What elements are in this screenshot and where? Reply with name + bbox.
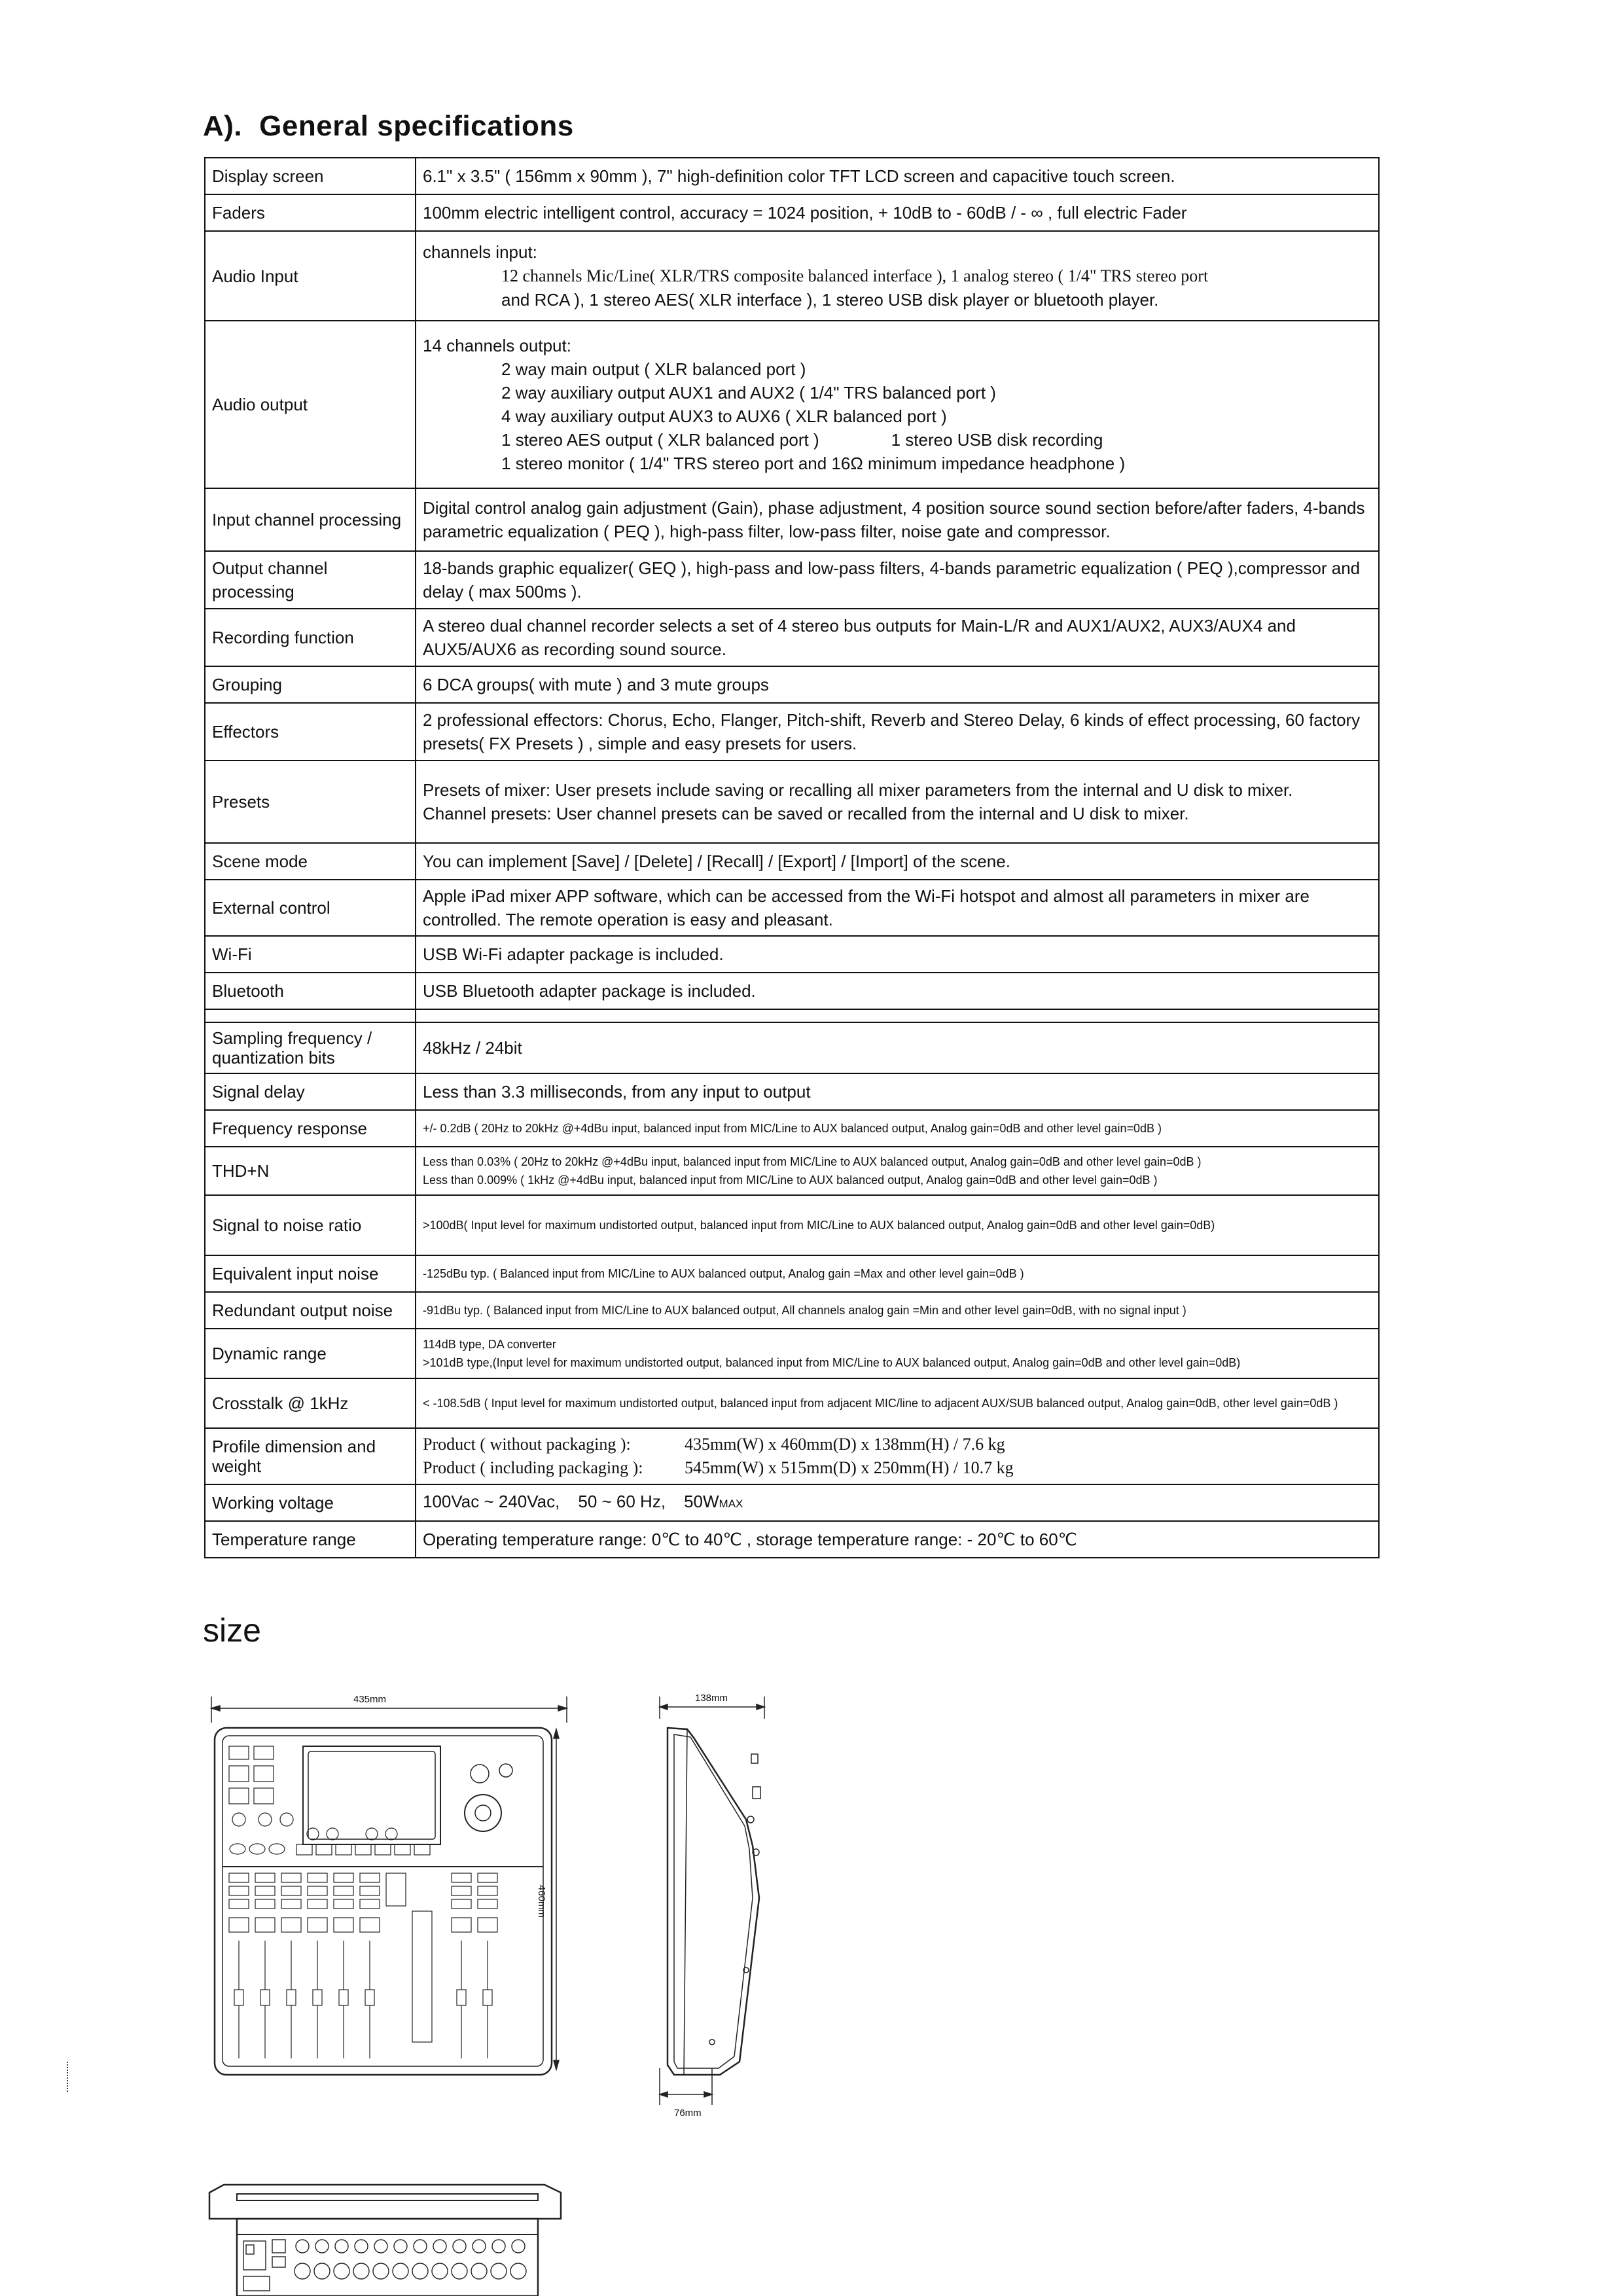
table-row xyxy=(205,973,1379,1009)
spec-value: Less than 3.3 milliseconds, from any input to output xyxy=(416,1073,1379,1110)
spec-value: < -108.5dB ( Input level for maximum undistorted output, balanced input from adjacent MIC/line to adjacent AUX/SUB balanced output, Analog gain=0dB, other level gain=0dB ) xyxy=(416,1378,1379,1428)
spec-line: 4 way auxiliary output AUX3 to AUX6 ( XLR balanced port ) xyxy=(501,406,947,426)
table-row xyxy=(205,666,1379,703)
table-row xyxy=(205,1378,1379,1428)
spec-label: Display screen xyxy=(205,158,416,194)
spec-line-text: Product ( including packaging ): xyxy=(423,1458,643,1477)
spec-value: USB Bluetooth adapter package is included. xyxy=(416,973,1379,1009)
table-row xyxy=(205,1428,1379,1484)
width-dimension-label: 435mm xyxy=(353,1694,387,1705)
spec-value: 6 DCA groups( with mute ) and 3 mute groups xyxy=(416,666,1379,703)
table-row xyxy=(205,1255,1379,1292)
spec-label: Effectors xyxy=(205,703,416,761)
spec-line xyxy=(423,1456,1372,1480)
spec-label: Output channel processing xyxy=(205,551,416,609)
spec-value xyxy=(416,321,1379,488)
spec-label: Wi-Fi xyxy=(205,936,416,973)
spec-line-text: 50W xyxy=(684,1492,719,1511)
spec-line: 2 way auxiliary output AUX1 and AUX2 ( 1/4" TRS balanced port ) xyxy=(501,383,996,403)
spec-line: Less than 0.03% ( 20Hz to 20kHz @+4dBu input, balanced input from MIC/Line to AUX balanced output, Analog gain=0dB and other level gain=0dB ) xyxy=(423,1155,1202,1168)
spec-line: and RCA ), 1 stereo AES( XLR interface ), 1 stereo USB disk player or bluetooth player. xyxy=(501,290,1159,310)
table-row xyxy=(205,761,1379,843)
spec-label: Bluetooth xyxy=(205,973,416,1009)
spec-line: Channel presets: User channel presets can be saved or recalled from the internal and U disk to mixer. xyxy=(423,804,1189,823)
section-title: General specifications xyxy=(259,110,574,142)
spec-value: USB Wi-Fi adapter package is included. xyxy=(416,936,1379,973)
spec-line-text: 545mm(W) x 515mm(D) x 250mm(H) / 10.7 kg xyxy=(685,1458,1014,1477)
spec-line-text: 50 ~ 60 Hz, xyxy=(578,1492,666,1511)
spec-line: 2 way main output ( XLR balanced port ) xyxy=(501,359,806,379)
spec-line: channels input: xyxy=(423,242,537,262)
spec-line-text: Product ( without packaging ): xyxy=(423,1435,631,1454)
spec-label: Profile dimension and weight xyxy=(205,1428,416,1484)
spec-value xyxy=(416,1147,1379,1195)
table-row xyxy=(205,1022,1379,1073)
spec-value: -91dBu typ. ( Balanced input from MIC/Line to AUX balanced output, All channels analog gain =Min and other level gain=0dB, with no signal input ) xyxy=(416,1292,1379,1329)
spec-label: Grouping xyxy=(205,666,416,703)
table-row xyxy=(205,1147,1379,1195)
spec-label: Dynamic range xyxy=(205,1329,416,1378)
spec-label: Working voltage xyxy=(205,1484,416,1521)
table-row xyxy=(205,843,1379,880)
table-row xyxy=(205,1073,1379,1110)
spec-line: 114dB type, DA converter xyxy=(423,1338,556,1351)
spec-label: Sampling frequency / quantization bits xyxy=(205,1022,416,1073)
table-row xyxy=(205,1110,1379,1147)
spec-value: +/- 0.2dB ( 20Hz to 20kHz @+4dBu input, balanced input from MIC/Line to AUX balanced output, Analog gain=0dB and other level gain=0dB ) xyxy=(416,1110,1379,1147)
table-spacer-row xyxy=(205,1009,1379,1022)
spec-label: Signal to noise ratio xyxy=(205,1195,416,1255)
rear-view-drawing xyxy=(204,2179,571,2296)
spec-table xyxy=(204,157,1380,1558)
section-number: A). xyxy=(203,110,243,142)
spec-value xyxy=(416,1428,1379,1484)
spec-label: Recording function xyxy=(205,609,416,666)
spec-line: 1 stereo monitor ( 1/4" TRS stereo port and 16Ω minimum impedance headphone ) xyxy=(501,454,1126,473)
top-view-drawing xyxy=(208,1689,575,2108)
depth-dimension-label: 460mm xyxy=(536,1885,547,1918)
spec-label: Crosstalk @ 1kHz xyxy=(205,1378,416,1428)
spec-label: Equivalent input noise xyxy=(205,1255,416,1292)
table-row xyxy=(205,321,1379,488)
spec-value: -125dBu typ. ( Balanced input from MIC/Line to AUX balanced output, Analog gain =Max and other level gain=0dB ) xyxy=(416,1255,1379,1292)
spec-value: 18-bands graphic equalizer( GEQ ), high-pass and low-pass filters, 4-bands parametric equalization ( PEQ ),compressor and delay ( max 500ms ). xyxy=(416,551,1379,609)
spec-value: You can implement [Save] / [Delete] / [Recall] / [Export] / [Import] of the scene. xyxy=(416,843,1379,880)
spec-line: 14 channels output: xyxy=(423,336,571,355)
table-row xyxy=(205,936,1379,973)
spec-line xyxy=(423,264,1372,288)
table-row xyxy=(205,703,1379,761)
spec-label: Input channel processing xyxy=(205,488,416,551)
spec-label: Audio output xyxy=(205,321,416,488)
spec-label: Temperature range xyxy=(205,1521,416,1558)
spec-label: Presets xyxy=(205,761,416,843)
spec-value xyxy=(416,231,1379,321)
table-row xyxy=(205,1521,1379,1558)
spec-line: Presets of mixer: User presets include saving or recalling all mixer parameters from the internal and U disk to mixer. xyxy=(423,780,1293,800)
spec-value xyxy=(416,1484,1379,1521)
spec-value: 6.1" x 3.5" ( 156mm x 90mm ), 7" high-definition color TFT LCD screen and capacitive touch screen. xyxy=(416,158,1379,194)
table-row xyxy=(205,551,1379,609)
spec-value: Apple iPad mixer APP software, which can be accessed from the Wi-Fi hotspot and almost all parameters in mixer are controlled. The remote operation is easy and pleasant. xyxy=(416,880,1379,936)
spec-value: 48kHz / 24bit xyxy=(416,1022,1379,1073)
spec-line-text: 435mm(W) x 460mm(D) x 138mm(H) / 7.6 kg xyxy=(685,1435,1005,1454)
table-row xyxy=(205,1329,1379,1378)
table-row xyxy=(205,609,1379,666)
spec-label: Frequency response xyxy=(205,1110,416,1147)
margin-dots xyxy=(67,2062,70,2092)
spec-line: >101dB type,(Input level for maximum undistorted output, balanced input from MIC/Line to AUX balanced output, Analog gain=0dB and other level gain=0dB) xyxy=(423,1356,1241,1369)
size-heading: size xyxy=(203,1612,261,1649)
spec-line-text: 1 stereo AES output ( XLR balanced port ) xyxy=(501,430,819,450)
spec-value: 2 professional effectors: Chorus, Echo, Flanger, Pitch-shift, Reverb and Stereo Delay, 6 kinds of effect processing, 60 factory presets( FX Presets ) , simple and easy presets for users. xyxy=(416,703,1379,761)
spec-label: THD+N xyxy=(205,1147,416,1195)
spacer-cell xyxy=(205,1009,416,1022)
spec-line xyxy=(423,428,1372,452)
table-row xyxy=(205,158,1379,194)
spec-value xyxy=(416,1329,1379,1378)
depth-dimension-line xyxy=(544,1725,571,2079)
table-row xyxy=(205,1484,1379,1521)
spec-label: Audio Input xyxy=(205,231,416,321)
spec-value: Operating temperature range: 0℃ to 40℃ , storage temperature range: - 20℃ to 60℃ xyxy=(416,1521,1379,1558)
spec-line xyxy=(423,1433,1372,1456)
spec-line-text: 100Vac ~ 240Vac, xyxy=(423,1492,560,1511)
spec-line-text: 1 stereo USB disk recording xyxy=(891,430,1103,450)
spec-line-text: 12 channels Mic/Line( XLR/TRS composite balanced interface ), 1 analog stereo ( 1/4" TRS stereo port xyxy=(501,266,1209,285)
spec-label: External control xyxy=(205,880,416,936)
spec-label: Scene mode xyxy=(205,843,416,880)
front-dimension-label: 76mm xyxy=(674,2108,702,2119)
height-dimension-label: 138mm xyxy=(695,1693,728,1704)
spec-value: Digital control analog gain adjustment (Gain), phase adjustment, 4 position source sound section before/after faders, 4-bands parametric equalization ( PEQ ), high-pass filter, low-pass filter, noise gate and compressor. xyxy=(416,488,1379,551)
spec-label: Signal delay xyxy=(205,1073,416,1110)
spacer-cell xyxy=(416,1009,1379,1022)
spec-line-text: MAX xyxy=(719,1498,743,1510)
table-row xyxy=(205,231,1379,321)
table-row xyxy=(205,194,1379,231)
spec-label: Faders xyxy=(205,194,416,231)
side-view-drawing xyxy=(648,1689,779,2108)
spec-value: >100dB( Input level for maximum undistorted output, balanced input from MIC/Line to AUX balanced output, Analog gain=0dB and other level gain=0dB) xyxy=(416,1195,1379,1255)
spec-value: 100mm electric intelligent control, accuracy = 1024 position, + 10dB to - 60dB / - ∞ , full electric Fader xyxy=(416,194,1379,231)
table-row xyxy=(205,880,1379,936)
spec-value: A stereo dual channel recorder selects a set of 4 stereo bus outputs for Main-L/R and AUX1/AUX2, AUX3/AUX4 and AUX5/AUX6 as recording sound source. xyxy=(416,609,1379,666)
table-row xyxy=(205,488,1379,551)
spec-line: Less than 0.009% ( 1kHz @+4dBu input, balanced input from MIC/Line to AUX balanced output, Analog gain=0dB and other level gain=0dB ) xyxy=(423,1174,1158,1187)
table-row xyxy=(205,1292,1379,1329)
spec-value xyxy=(416,761,1379,843)
table-row xyxy=(205,1195,1379,1255)
spec-label: Redundant output noise xyxy=(205,1292,416,1329)
section-heading xyxy=(203,110,574,143)
